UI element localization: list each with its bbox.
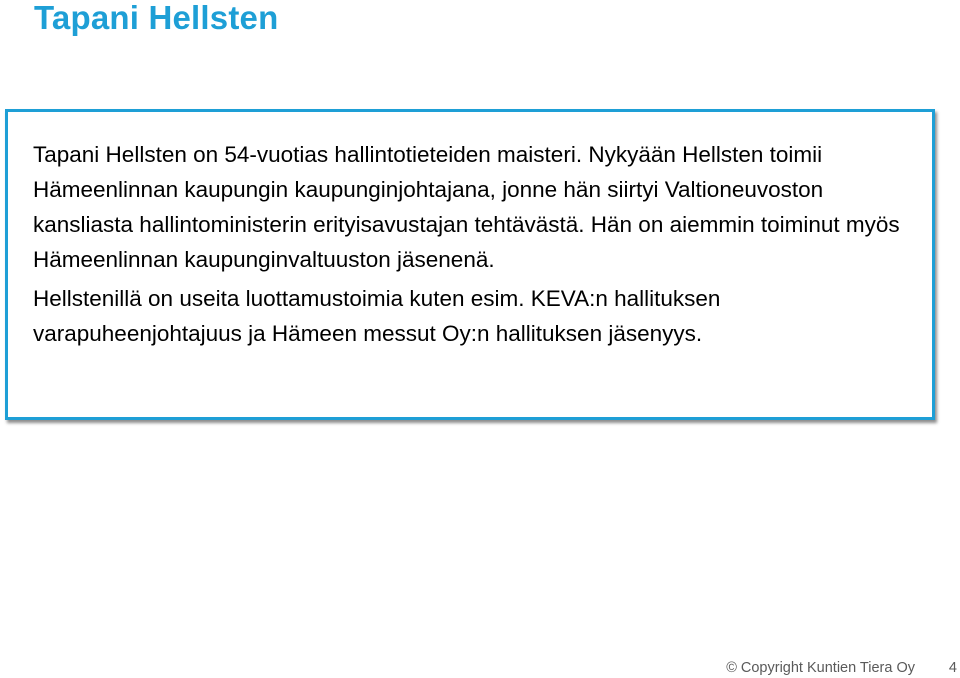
- footer-copyright: © Copyright Kuntien Tiera Oy: [726, 660, 915, 676]
- content-box: [5, 109, 935, 420]
- paragraph-bio: Tapani Hellsten on 54-vuotias hallintotieteiden maisteri. Nykyään Hellsten toimii Hämeenlinnan kaupungin kaupunginjohtajana, jonne hän siirtyi Valtioneuvoston kansliasta hallintoministerin erityisavustajan tehtävästä. Hän on aiemmin toiminut myös Hämeenlinnan kaupunginvaltuuston jäsenenä.: [33, 142, 900, 272]
- page-number: 4: [948, 660, 957, 676]
- content-text: [33, 137, 918, 351]
- slide-title: Tapani Hellsten: [34, 0, 279, 36]
- paragraph-positions: Hellstenillä on useita luottamustoimia kuten esim. KEVA:n hallituksen varapuheenjohtajuus ja Hämeen messut Oy:n hallituksen jäsenyys.: [33, 286, 721, 346]
